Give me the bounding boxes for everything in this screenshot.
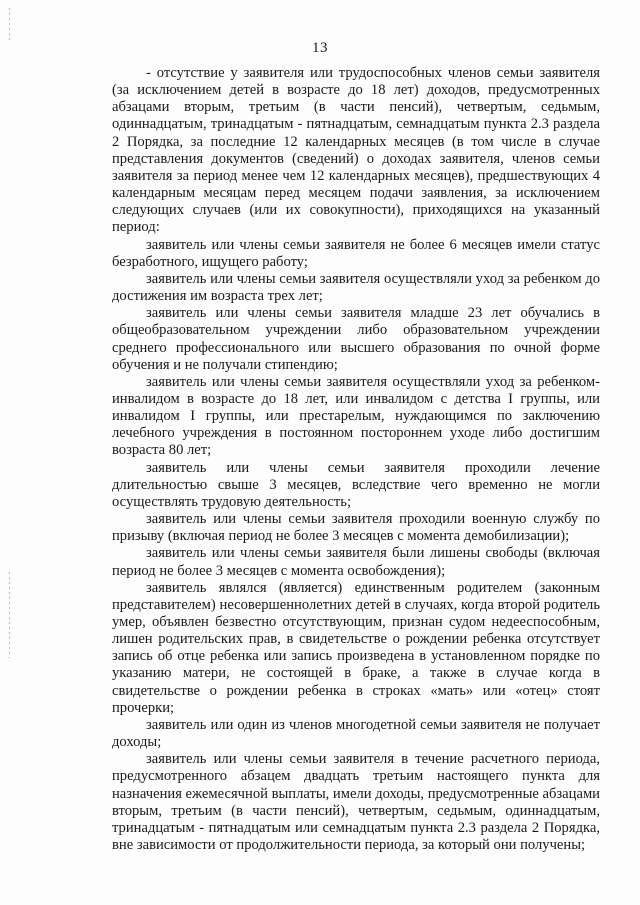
- paragraph: заявитель или члены семьи заявителя проходили военную службу по призыву (включая период не более 3 месяцев с момента демобилизации);: [112, 511, 600, 545]
- scan-margin-mark: [9, 8, 10, 42]
- paragraph: заявитель или члены семьи заявителя осуществляли уход за ребенком до достижения им возраста трех лет;: [112, 270, 600, 305]
- page-number: 13: [312, 40, 328, 56]
- scan-margin-mark: [9, 572, 10, 658]
- paragraph: заявитель или члены семьи заявителя осуществляли уход за ребенком-инвалидом в возрасте до 18 лет, или инвалидом с детства I группы, или инвалидом I группы, или престарелым, нуждающимся по заключению лечебного учреждения в постоянном постороннем уходе либо достигшим возраста 80 лет;: [112, 373, 600, 459]
- paragraph: заявитель или члены семьи заявителя проходили лечение длительностью свыше 3 месяцев, вследствие чего временно не могли осуществлять трудовую деятельность;: [112, 459, 600, 510]
- paragraph: заявитель или члены семьи заявителя были лишены свободы (включая период не более 3 месяцев с момента освобождения);: [112, 545, 600, 579]
- paragraph: заявитель являлся (является) единственным родителем (законным представителем) несовершеннолетних детей в случаях, когда второй родитель умер, объявлен безвестно отсутствующим, признан судом недееспособным, лишен родительских прав, в свидетельстве о рождении ребенка отсутствует запись об отце ребенка или запись произведена в установленном порядке по указанию матери, не состоящей в браке, а также в случае когда в свидетельстве о рождении ребенка в строках «мать» или «отец» стоят прочерки;: [112, 579, 600, 716]
- paragraph: заявитель или члены семьи заявителя в течение расчетного периода, предусмотренного абзацем двадцать третьим настоящего пункта для назначения ежемесячной выплаты, имели доходы, предусмотренные абзацами вторым, третьим (в части пенсий), четвертым, седьмым, одиннадцатым, тринадцатым - пятнадцатым или семнадцатым пункта 2.3 раздела 2 Порядка, вне зависимости от продолжительности периода, за который они получены;: [112, 751, 600, 854]
- document-body: [112, 65, 600, 854]
- paragraph: заявитель или один из членов многодетной семьи заявителя не получает доходы;: [112, 716, 600, 751]
- paragraph: заявитель или члены семьи заявителя не более 6 месяцев имели статус безработного, ищущего работу;: [112, 236, 600, 270]
- paragraph: заявитель или члены семьи заявителя младше 23 лет обучались в общеобразовательном учреждении либо образовательном учреждении среднего профессионального или высшего образования по очной форме обучения и не получали стипендию;: [112, 305, 600, 373]
- paragraph: - отсутствие у заявителя или трудоспособных членов семьи заявителя (за исключением детей в возрасте до 18 лет) доходов, предусмотренных абзацами вторым, третьим (в части пенсий), четвертым, седьмым, одиннадцатым, тринадцатым - пятнадцатым, семнадцатым пункта 2.3 раздела 2 Порядка, за последние 12 календарных месяцев (в том числе в случае представления документов (сведений) о доходах заявителя, членов семьи заявителя за период менее чем 12 календарных месяцев), предшествующих 4 календарным месяцам перед месяцем подачи заявления, за исключением следующих случаев (или их совокупности), приходящихся на указанный период:: [112, 65, 600, 236]
